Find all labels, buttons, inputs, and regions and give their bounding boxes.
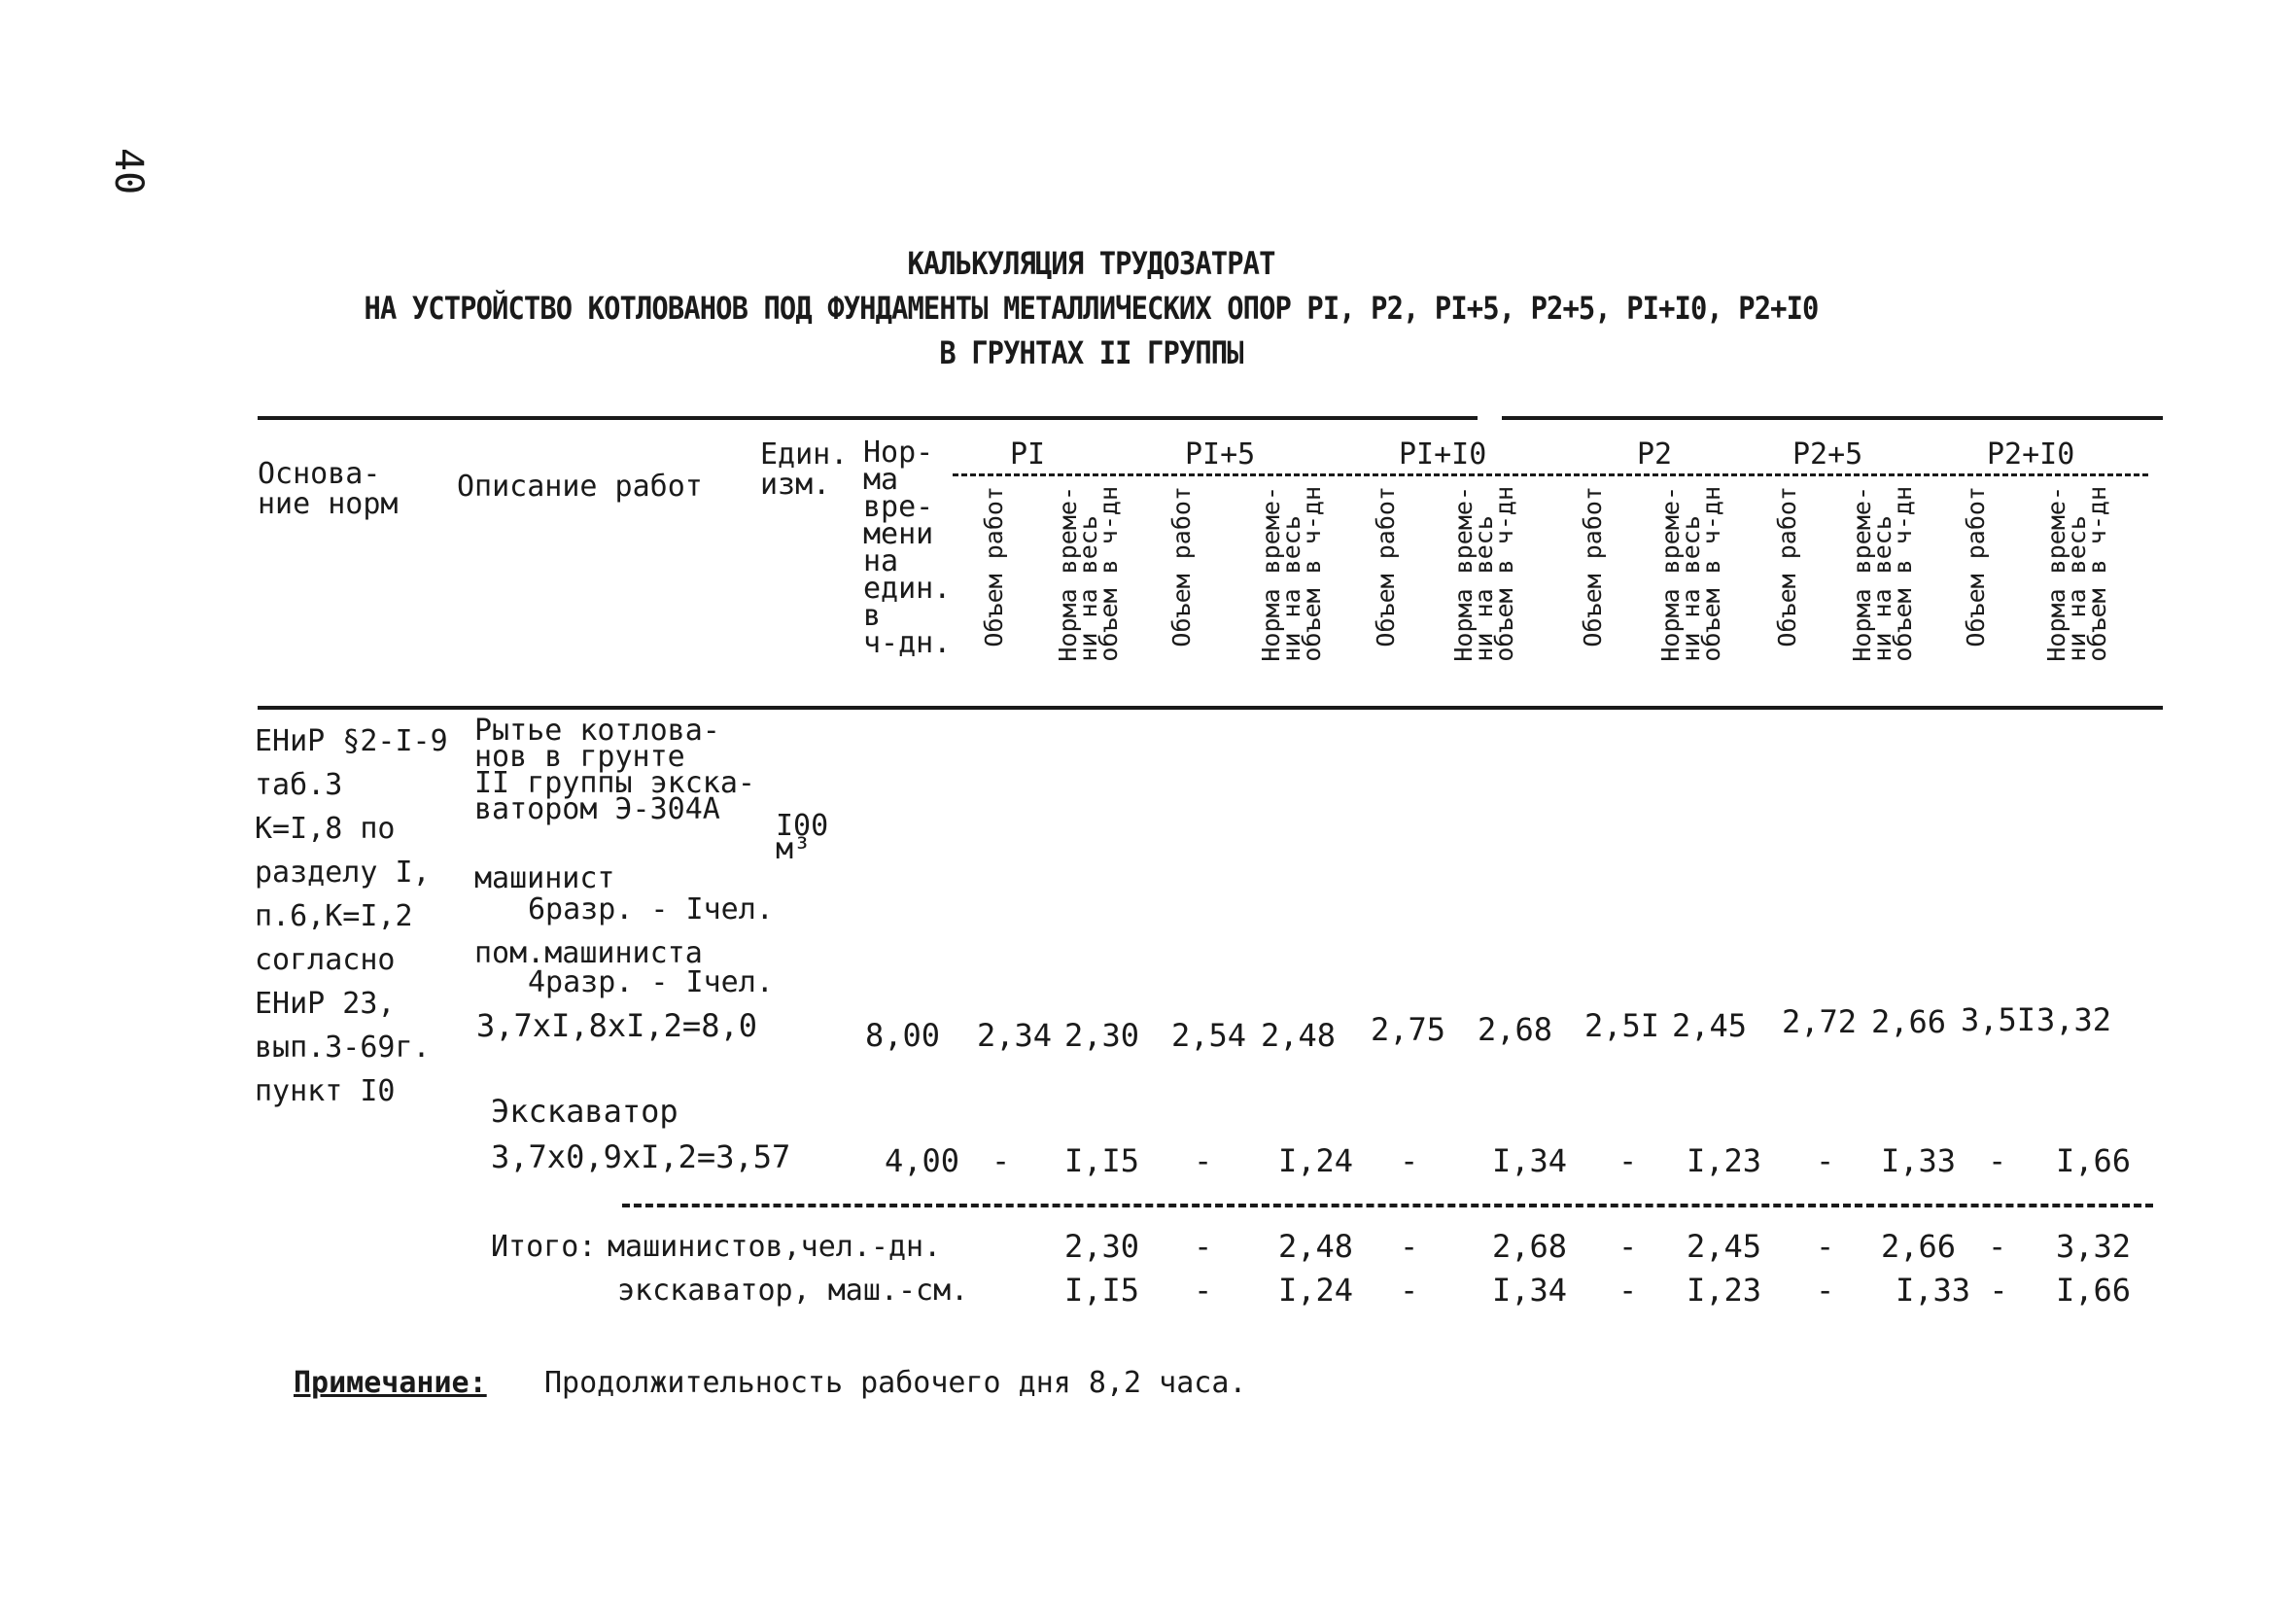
line2-time-p1-10: I,34: [1492, 1142, 1568, 1179]
col-volume-label: Объем работ: [1962, 486, 1990, 647]
total-machinists-p2: 2,45: [1687, 1228, 1762, 1265]
totals-excavator-label: экскаватор, маш.-см.: [617, 1274, 969, 1308]
line2-volume-p2: -: [1618, 1142, 1638, 1179]
total-excavator-p2: I,23: [1687, 1272, 1762, 1309]
line2-volume-p2-10: -: [1988, 1142, 2007, 1179]
total-machinists-dash: -: [1988, 1228, 2007, 1265]
col-timenorm-p1: [1054, 486, 1123, 698]
doc-subtitle-2: В ГРУНТАХ II ГРУППЫ: [939, 334, 1243, 371]
row-machinist: машинист: [474, 861, 615, 895]
line1-norm: 8,00: [865, 1017, 941, 1054]
total-machinists-dash: -: [1400, 1228, 1419, 1265]
line1-time-p2-5: 2,66: [1871, 1003, 1947, 1040]
line1-volume-p1-5: 2,54: [1171, 1017, 1247, 1054]
line2-volume-p1-10: -: [1400, 1142, 1419, 1179]
total-excavator-p1-10: I,34: [1492, 1272, 1568, 1309]
total-machinists-p1-5: 2,48: [1278, 1228, 1354, 1265]
total-excavator-dash: -: [1400, 1272, 1419, 1309]
table-top-rule: [258, 416, 1478, 420]
total-excavator-p2-5: I,33 -: [1896, 1272, 2008, 1309]
col-timenorm-p1-5: [1257, 486, 1326, 698]
col-volume-p1-5: [1167, 486, 1212, 698]
total-excavator-dash: -: [1618, 1272, 1638, 1309]
col-timenorm-p2: [1656, 486, 1725, 698]
row-description: Рытье котлова- нов в грунте II группы экска- ватором Э-304А: [474, 714, 755, 826]
line2-norm: 4,00: [885, 1142, 960, 1179]
col-timenorm-label: Норма време- ни на весь объем в ч-дн: [1054, 486, 1123, 662]
col-timenorm-p1-10: [1449, 486, 1518, 698]
row-basis: ЕНиР §2-I-9 таб.3 К=I,8 по разделу I, п.6,К=I,2 согласно ЕНиР 23, вып.3-69г. пункт I0: [255, 724, 448, 1108]
line1-volume-p2: 2,5I: [1584, 1007, 1660, 1044]
total-machinists-dash: -: [1618, 1228, 1638, 1265]
col-volume-label: Объем работ: [1579, 486, 1607, 647]
col-timenorm-label: Норма време- ни на весь объем в ч-дн: [1848, 486, 1917, 662]
group-label-p1-5: PI+5: [1181, 437, 1259, 472]
col-volume-p1-10: [1372, 486, 1416, 698]
line1-time-p1-10: 2,68: [1478, 1011, 1553, 1048]
total-excavator-p2-10: I,66: [2056, 1272, 2132, 1309]
total-excavator-dash: -: [1816, 1272, 1835, 1309]
col-timenorm-label: Норма време- ни на весь объем в ч-дн: [1449, 486, 1518, 662]
col-timenorm-label: Норма време- ни на весь объем в ч-дн: [1257, 486, 1326, 662]
header-description: Описание работ: [457, 470, 703, 504]
line1-volume-p1-10: 2,75: [1371, 1011, 1446, 1048]
col-volume-label: Объем работ: [980, 486, 1008, 647]
row-machinist-grade: 6разр. - Iчел.: [528, 892, 774, 926]
row-formula-1: 3,7хI,8хI,2=8,0: [476, 1007, 757, 1044]
row-excavator: Экскаватор: [491, 1093, 678, 1130]
line1-volume-p2-10: 3,5I: [1961, 1001, 2036, 1038]
line2-time-p2-10: I,66: [2056, 1142, 2132, 1179]
totals-separator: [622, 1204, 2153, 1207]
group-label-p1: PI: [1006, 437, 1049, 472]
line1-volume-p2-5: 2,72: [1782, 1003, 1858, 1040]
note-label: Примечание:: [294, 1366, 487, 1400]
col-volume-label: Объем работ: [1372, 486, 1400, 647]
total-machinists-p1-10: 2,68: [1492, 1228, 1568, 1265]
total-excavator-p1: I,I5: [1064, 1272, 1140, 1309]
line2-volume-p1-5: -: [1194, 1142, 1213, 1179]
table-top-rule-2: [1502, 416, 2163, 420]
total-machinists-p2-10: 3,32: [2056, 1228, 2132, 1265]
totals-label: Итого:: [491, 1230, 597, 1264]
group-label-p1-10: PI+I0: [1395, 437, 1490, 472]
group-label-p2: P2: [1633, 437, 1676, 472]
total-machinists-dash: -: [1194, 1228, 1213, 1265]
group-header-line: [953, 473, 2148, 476]
totals-machinists-label: машинистов,чел.-дн.: [608, 1230, 942, 1264]
line1-volume-p1: 2,34: [977, 1017, 1053, 1054]
line1-time-p1-5: 2,48: [1261, 1017, 1337, 1054]
col-volume-label: Объем работ: [1773, 486, 1801, 647]
total-excavator-dash: -: [1194, 1272, 1213, 1309]
total-machinists-dash: -: [1816, 1228, 1835, 1265]
line2-time-p2-5: I,33: [1881, 1142, 1957, 1179]
total-excavator-p1-5: I,24: [1278, 1272, 1354, 1309]
row-unit: I00 м³: [776, 809, 829, 866]
row-assistant: пом.машиниста: [474, 936, 703, 970]
line1-time-p1: 2,30: [1064, 1017, 1140, 1054]
header-unit: Един. изм.: [760, 437, 849, 502]
row-formula-2: 3,7х0,9хI,2=3,57: [491, 1138, 791, 1175]
col-timenorm-p2-10: [2042, 486, 2111, 698]
note-text: Продолжительность рабочего дня 8,2 часа.: [544, 1366, 1247, 1400]
total-machinists-p1: 2,30: [1064, 1228, 1140, 1265]
col-volume-p2: [1579, 486, 1623, 698]
col-timenorm-label: Норма време- ни на весь объем в ч-дн: [2042, 486, 2111, 662]
group-label-p2-10: P2+I0: [1983, 437, 2078, 472]
doc-title: КАЛЬКУЛЯЦИЯ ТРУДОЗАТРАТ: [907, 245, 1275, 282]
col-timenorm-p2-5: [1848, 486, 1917, 698]
line2-time-p1-5: I,24: [1278, 1142, 1354, 1179]
line2-volume-p2-5: -: [1816, 1142, 1835, 1179]
header-bottom-rule: [258, 706, 2163, 710]
row-assistant-grade: 4разр. - Iчел.: [528, 965, 774, 999]
col-volume-p1: [980, 486, 1025, 698]
line2-time-p1: I,I5: [1064, 1142, 1140, 1179]
col-volume-label: Объем работ: [1167, 486, 1196, 647]
doc-subtitle: НА УСТРОЙСТВО КОТЛОВАНОВ ПОД ФУНДАМЕНТЫ МЕТАЛЛИЧЕСКИХ ОПОР PI, P2, PI+5, P2+5, PI+I0, P2+I0: [364, 290, 1819, 327]
total-machinists-p2-5: 2,66: [1881, 1228, 1957, 1265]
line2-time-p2: I,23: [1687, 1142, 1762, 1179]
page-number: 40: [106, 148, 151, 195]
col-timenorm-label: Норма време- ни на весь объем в ч-дн: [1656, 486, 1725, 662]
line1-time-p2: 2,45: [1672, 1007, 1748, 1044]
line2-volume-p1: -: [991, 1142, 1011, 1179]
header-basis: Основа- ние норм: [258, 457, 399, 521]
header-norm: Нор- ма вре- мени на един. в ч-дн.: [863, 436, 952, 660]
group-label-p2-5: P2+5: [1789, 437, 1866, 472]
col-volume-p2-10: [1962, 486, 2006, 698]
line1-time-p2-10: 3,32: [2036, 1001, 2112, 1038]
col-volume-p2-5: [1773, 486, 1818, 698]
